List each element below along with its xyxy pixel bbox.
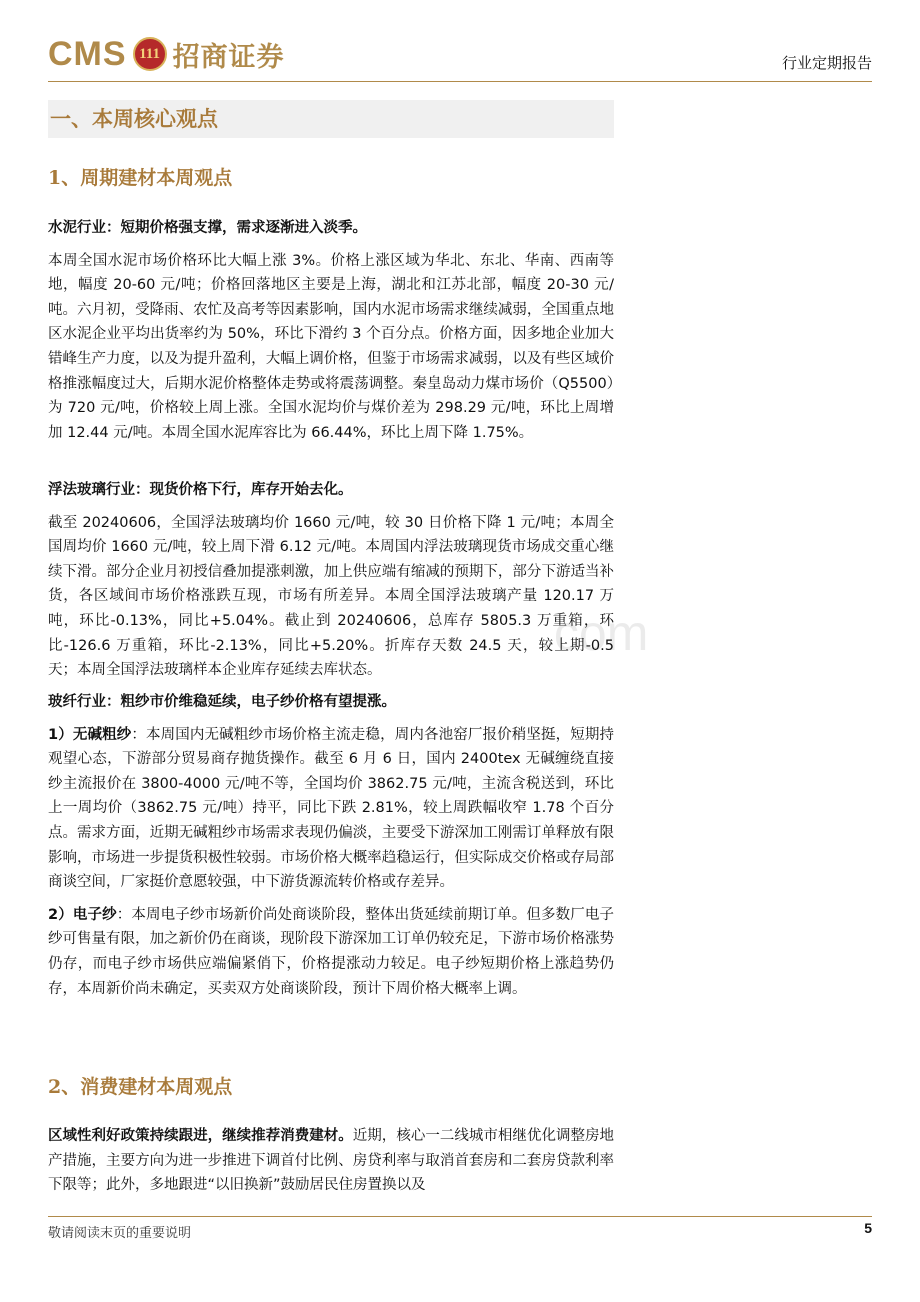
cement-paragraph-group (48, 216, 614, 445)
page-number: 5 (864, 1220, 872, 1236)
glass-lead: 浮法玻璃行业：现货价格下行，库存开始去化。 (48, 482, 353, 498)
page-header (48, 30, 872, 82)
cement-body: 本周全国水泥市场价格环比大幅上涨 3%。价格上涨区域为华北、东北、华南、西南等地，幅度 20-60 元/吨；价格回落地区主要是上海，湖北和江苏北部，幅度 20-30 元/吨。六月初，受降雨、农忙及高考等因素影响，国内水泥市场需求继续减弱，全国重点地区水泥企业平均出货率约为 50%，环比下滑约 3 个百分点。价格方面，因多地企业加大错峰生产力度，以及为提升盈利，大幅上调价格，但鉴于市场需求减弱，以及有些区域价格推涨幅度过大，后期水泥价格整体走势或将震荡调整。秦皇岛动力煤市场价（Q5500）为 720 元/吨，价格较上周上涨。全国水泥均价与煤价差为 298.29 元/吨，环比上周增加 12.44 元/吨。本周全国水泥库容比为 66.44%，环比上周下降 1.75%。 (48, 252, 614, 441)
logo-company-name: 招商证券 (172, 41, 285, 73)
glass-body: 截至 20240606，全国浮法玻璃均价 1660 元/吨，较 30 日价格下降 1 元/吨；本周全国周均价 1660 元/吨，较上周下滑 6.12 元/吨。本周国内浮法玻璃现货市场成交重心继续下滑。部分企业月初授信叠加提涨刺激，加上供应端有缩减的预期下，部分下游适当补货，各区域间市场价格涨跌互现，市场有所差异。本周全国浮法玻璃产量 120.17 万吨，环比-0.13%，同比+5.04%。截止到 20240606，总库存 5805.3 万重箱，环比-126.6 万重箱，环比-2.13%，同比+5.20%。折库存天数 24.5 天，较上期-0.5 天；本周全国浮法玻璃样本企业库存延续去库状态。 (48, 514, 614, 679)
consumer-paragraph (48, 1124, 614, 1198)
consumer-body: 近期，核心一二线城市相继优化调整房地产措施，主要方向为进一步推进下调首付比例、房贷利率与取消首套房和二套房贷款利率下限等；此外，多地跟进“以旧换新”鼓励居民住房置换以及 (48, 1128, 615, 1194)
consumer-paragraph-group (48, 1124, 614, 1198)
fiber-lead: 玻纤行业：粗纱市价维稳延续，电子纱价格有望提涨。 (48, 694, 396, 710)
fiber-paragraph-group (48, 690, 614, 1001)
consumer-lead: 区域性利好政策持续跟进，继续推荐消费建材。 (48, 1128, 353, 1144)
section-heading-bar (48, 100, 614, 138)
header-divider (48, 81, 872, 82)
footer-note: 敬请阅读末页的重要说明 (48, 1226, 192, 1241)
fiber2-label: 2）电子纱 (48, 906, 117, 923)
report-type: 行业定期报告 (781, 54, 872, 72)
subsection-title-2: 2、消费建材本周观点 (48, 1076, 233, 1098)
fiber2-paragraph (48, 903, 614, 1001)
fiber1-label: 1）无碱粗纱 (48, 726, 132, 743)
logo-cms-text: CMS (48, 34, 127, 73)
footer-divider (48, 1216, 872, 1217)
watermark: .com (540, 605, 649, 661)
glass-paragraph-group (48, 478, 614, 683)
subsection-title-1: 1、周期建材本周观点 (48, 167, 233, 189)
cms-logo (48, 34, 285, 74)
section-title: 一、本周核心观点 (50, 106, 218, 131)
fiber1-paragraph (48, 723, 614, 895)
logo-seal-icon: 111 (133, 37, 167, 71)
fiber2-body: ：本周电子纱市场新价尚处商谈阶段，整体出货延续前期订单。但多数厂电子纱可售量有限，加之新价仍在商谈，现阶段下游深加工订单仍较充足，下游市场价格涨势仍存，而电子纱市场供应端偏紧俏下，价格提涨动力较足。电子纱短期价格上涨趋势仍存，本周新价尚未确定，买卖双方处商谈阶段，预计下周价格大概率上调。 (48, 906, 614, 997)
cement-lead: 水泥行业：短期价格强支撑，需求逐渐进入淡季。 (48, 220, 367, 236)
fiber1-body: ：本周国内无碱粗纱市场价格主流走稳，周内各池窑厂报价稍坚挺，短期持观望心态，下游部分贸易商存抛货操作。截至 6 月 6 日，国内 2400tex 无碱缠绕直接纱主流报价在 3800-4000 元/吨不等，全国均价 3862.75 元/吨，主流含税送到，环比上一周均价（3862.75 元/吨）持平，同比下跌 2.81%，较上周跌幅收窄 1.78 个百分点。需求方面，近期无碱粗纱市场需求表现仍偏淡，主要受下游深加工刚需订单释放有限影响，市场进一步提货积极性较弱。市场价格大概率趋稳运行，但实际成交价格或存局部商谈空间，厂家挺价意愿较强，中下游货源流转价格或存差异。 (48, 726, 615, 891)
